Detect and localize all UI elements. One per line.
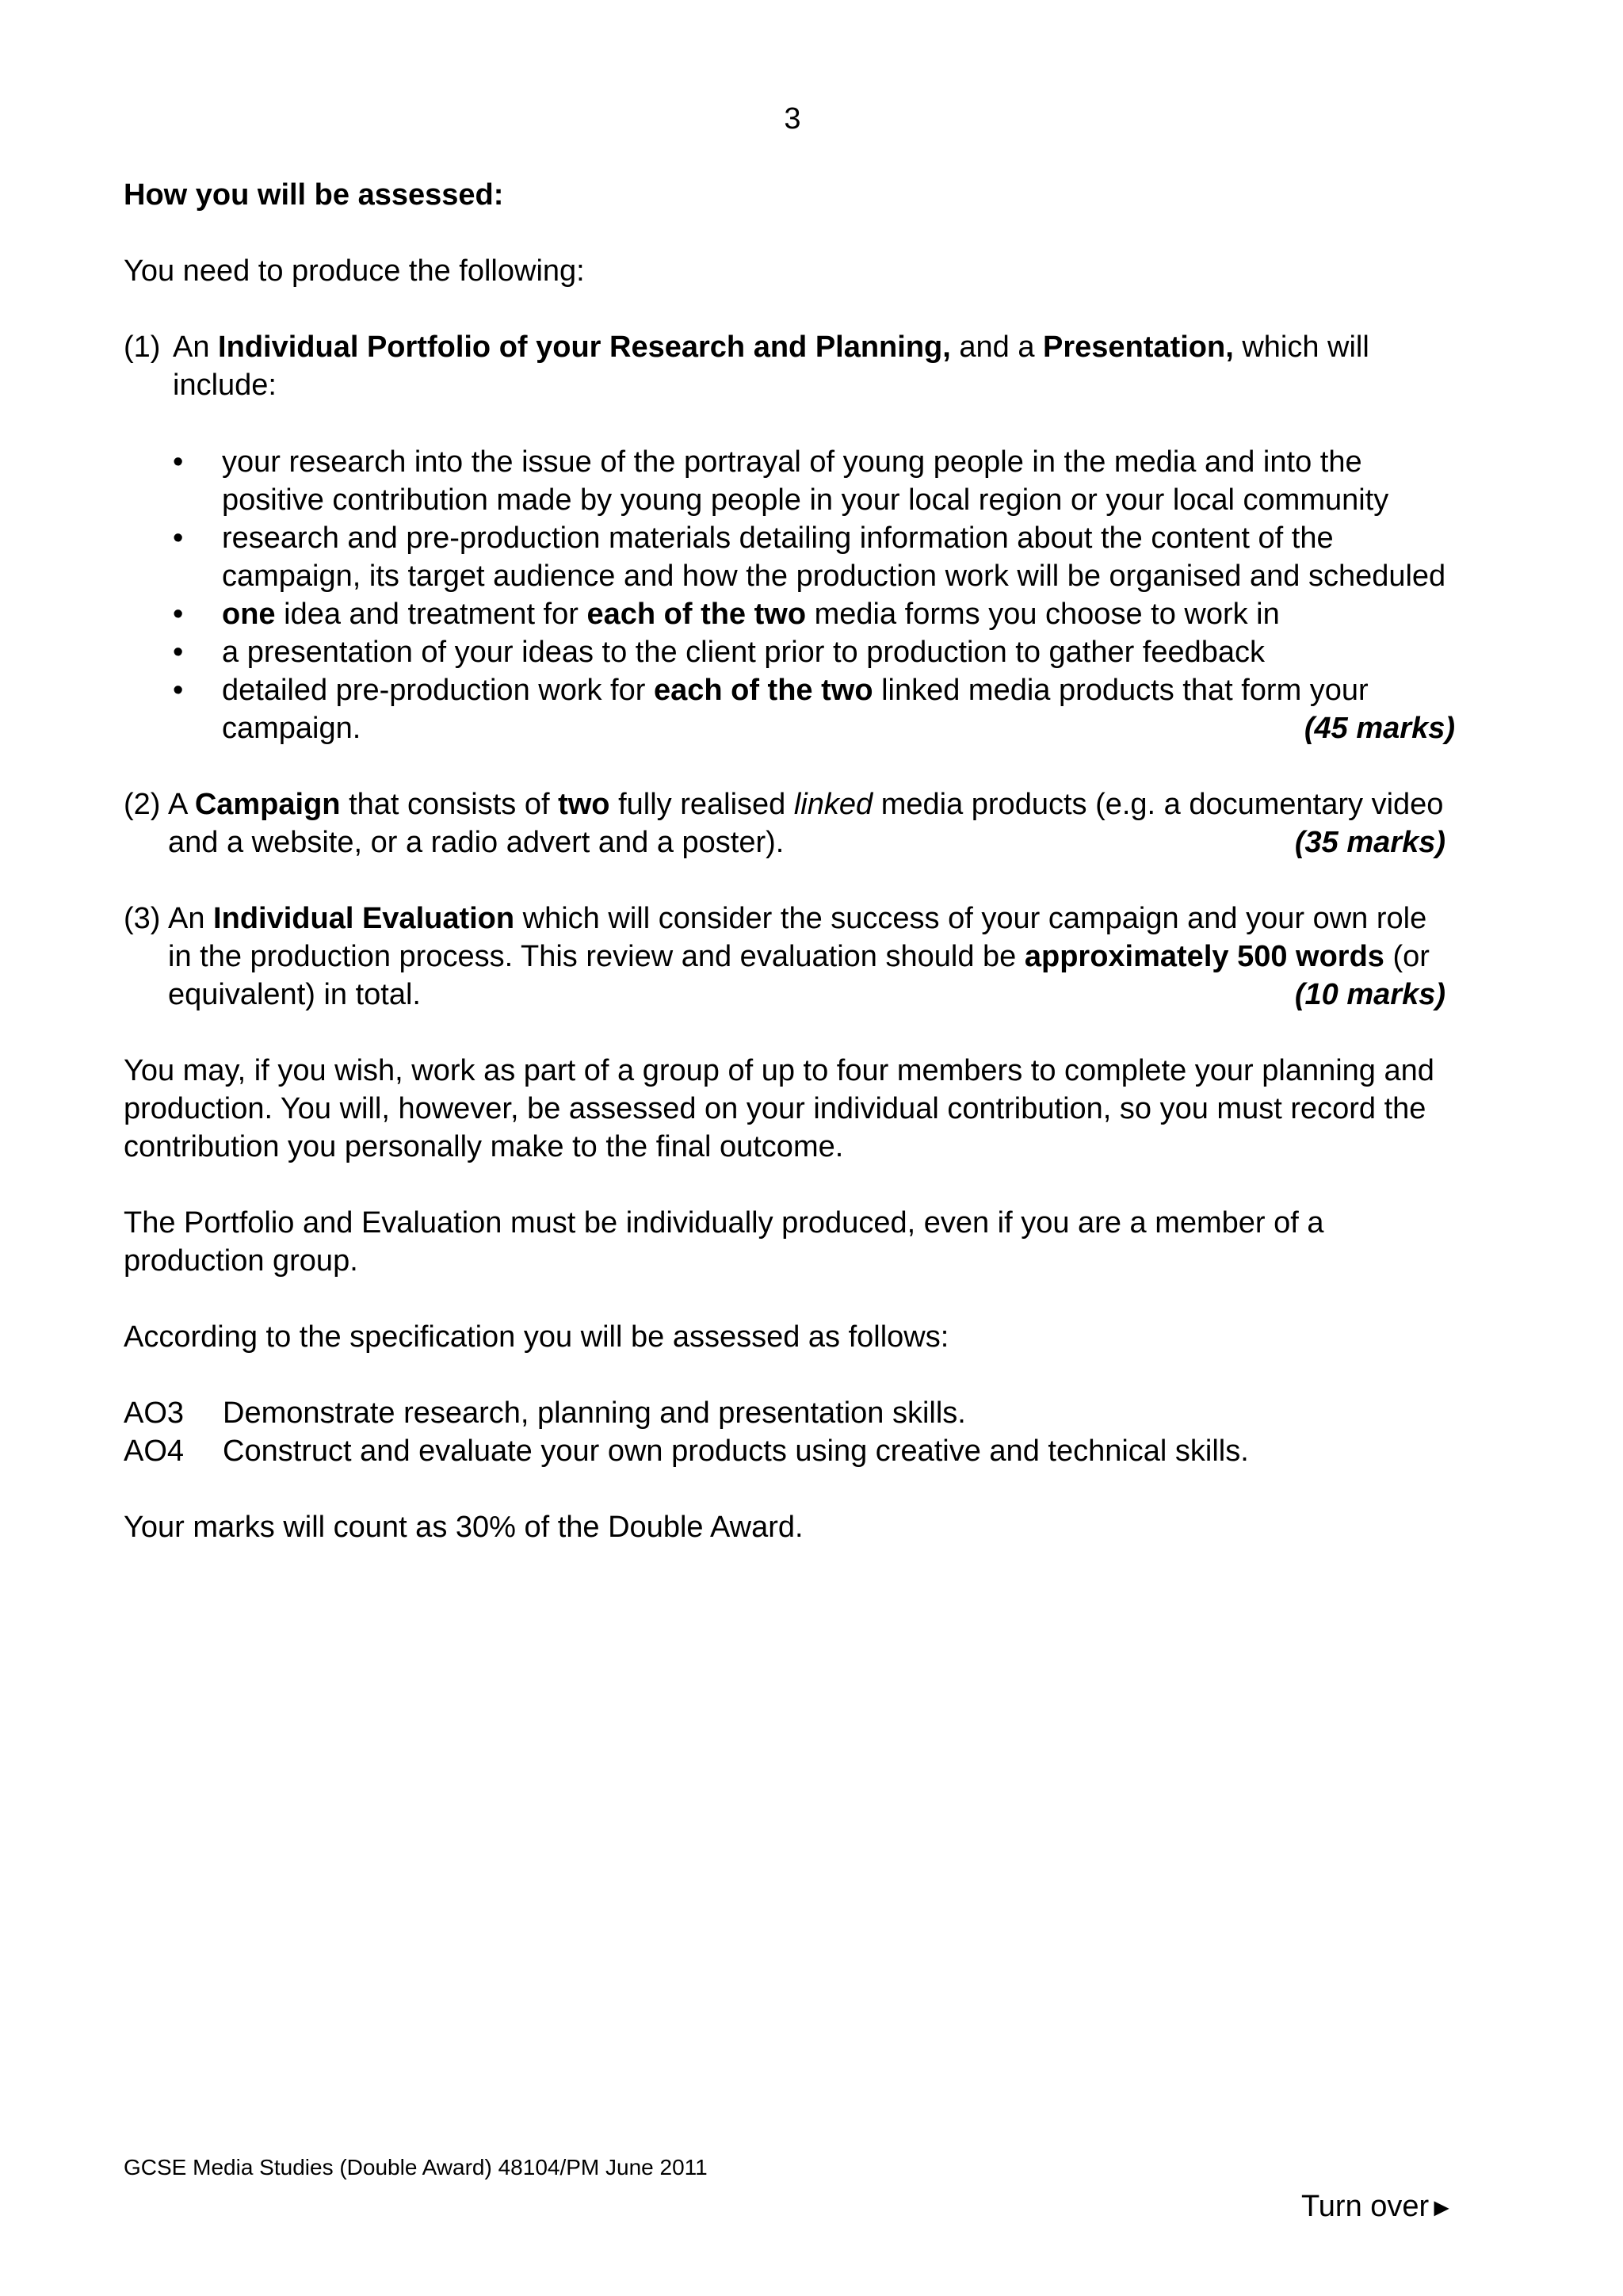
bullet-text: your research into the issue of the portrayal of young people in the media and into the positive contribution made by young people in your local region or your local community [222,445,1389,517]
text-run: An [173,330,219,364]
objective-code: AO3 [124,1396,185,1430]
document-body [124,176,1455,1546]
bullet-icon: • [173,598,184,631]
bold-run: two [558,788,610,821]
marks-label: (10 marks) [1294,978,1445,1011]
text-run: (or [1384,940,1430,973]
marks-row [222,709,1455,747]
list-item [173,671,1455,747]
section-heading: How you will be assessed: [124,178,504,212]
bold-run: Individual Portfolio of your Research and Planning, [218,330,951,364]
objective-text: Demonstrate research, planning and presentation skills. [223,1396,966,1430]
bullet-icon: • [173,674,184,707]
item-number: (2) [124,788,161,821]
marks-label: (45 marks) [1304,712,1455,745]
text-run: detailed pre-production work for [222,674,654,707]
list-item [173,519,1455,595]
list-item [173,633,1455,671]
footer-text: GCSE Media Studies (Double Award) 48104/PM June 2011 [124,2155,708,2179]
turn-over [1301,2187,1454,2226]
marks-row [168,823,1445,861]
bold-run: each of the two [653,674,873,707]
portfolio-bullet-list [173,443,1455,747]
text-run: media forms you choose to work in [806,598,1280,631]
item-number: (1) [124,330,161,364]
bold-run: each of the two [586,598,807,631]
text-run: media products (e.g. a documentary video [873,788,1444,821]
text-run: that consists of [340,788,559,821]
objective-row [124,1432,1455,1470]
bullet-text: research and pre-production materials detailing information about the content of the campaign, its target audience and how the production work will be organised and scheduled [222,521,1446,593]
text-run: which will include: [173,330,1369,402]
item-text [168,900,1455,1014]
list-item [173,443,1455,519]
text-run: equivalent) in total. [168,978,421,1011]
intro-text: You need to produce the following: [124,254,585,288]
bullet-icon: • [173,521,184,555]
text-run: and a [950,330,1044,364]
bullet-text: a presentation of your ideas to the client prior to production to gather feedback [222,636,1266,669]
bullet-icon: • [173,636,184,669]
item-number: (3) [124,902,161,935]
bullet-icon: • [173,445,184,479]
text-run: An [168,902,214,935]
bold-run: Campaign [194,788,341,821]
bold-run: Presentation, [1043,330,1234,364]
marks-row [168,976,1445,1014]
text-run: which will consider the success of your campaign and your own role in the production process. This review and evaluation should be [168,902,1427,973]
italic-run: linked [793,788,873,821]
bold-run: approximately 500 words [1024,940,1384,973]
item-text [173,328,1455,404]
bold-run: one [222,598,276,631]
text-run: linked media products that form your [873,674,1369,707]
marks-weighting-paragraph: Your marks will count as 30% of the Double Award. [124,1511,804,1544]
text-run: idea and treatment for [275,598,587,631]
marks-label: (35 marks) [1294,826,1445,859]
right-triangle-icon: ► [1429,2193,1454,2222]
objective-row [124,1394,1455,1432]
item-portfolio [124,328,1455,404]
group-work-paragraph: You may, if you wish, work as part of a group of up to four members to complete your planning and production. You will, however, be assessed on your individual contribution, so you must record the contribution you personally make to the final outcome. [124,1054,1434,1163]
page-number: 3 [784,102,801,136]
item-evaluation [124,900,1455,1014]
list-item [173,595,1455,633]
bold-run: Individual Evaluation [213,902,515,935]
item-text [168,785,1455,861]
objective-text: Construct and evaluate your own products using creative and technical skills. [223,1435,1249,1468]
specification-paragraph: According to the specification you will be assessed as follows: [124,1320,949,1354]
text-run: and a website, or a radio advert and a poster). [168,826,785,859]
text-run: A [168,788,195,821]
item-campaign [124,785,1455,861]
text-run: fully realised [609,788,794,821]
portfolio-paragraph: The Portfolio and Evaluation must be individually produced, even if you are a member of a production group. [124,1206,1324,1278]
assessment-objectives [124,1394,1455,1470]
turn-over-label: Turn over [1301,2190,1430,2223]
text-run: campaign. [222,712,361,745]
objective-code: AO4 [124,1435,185,1468]
